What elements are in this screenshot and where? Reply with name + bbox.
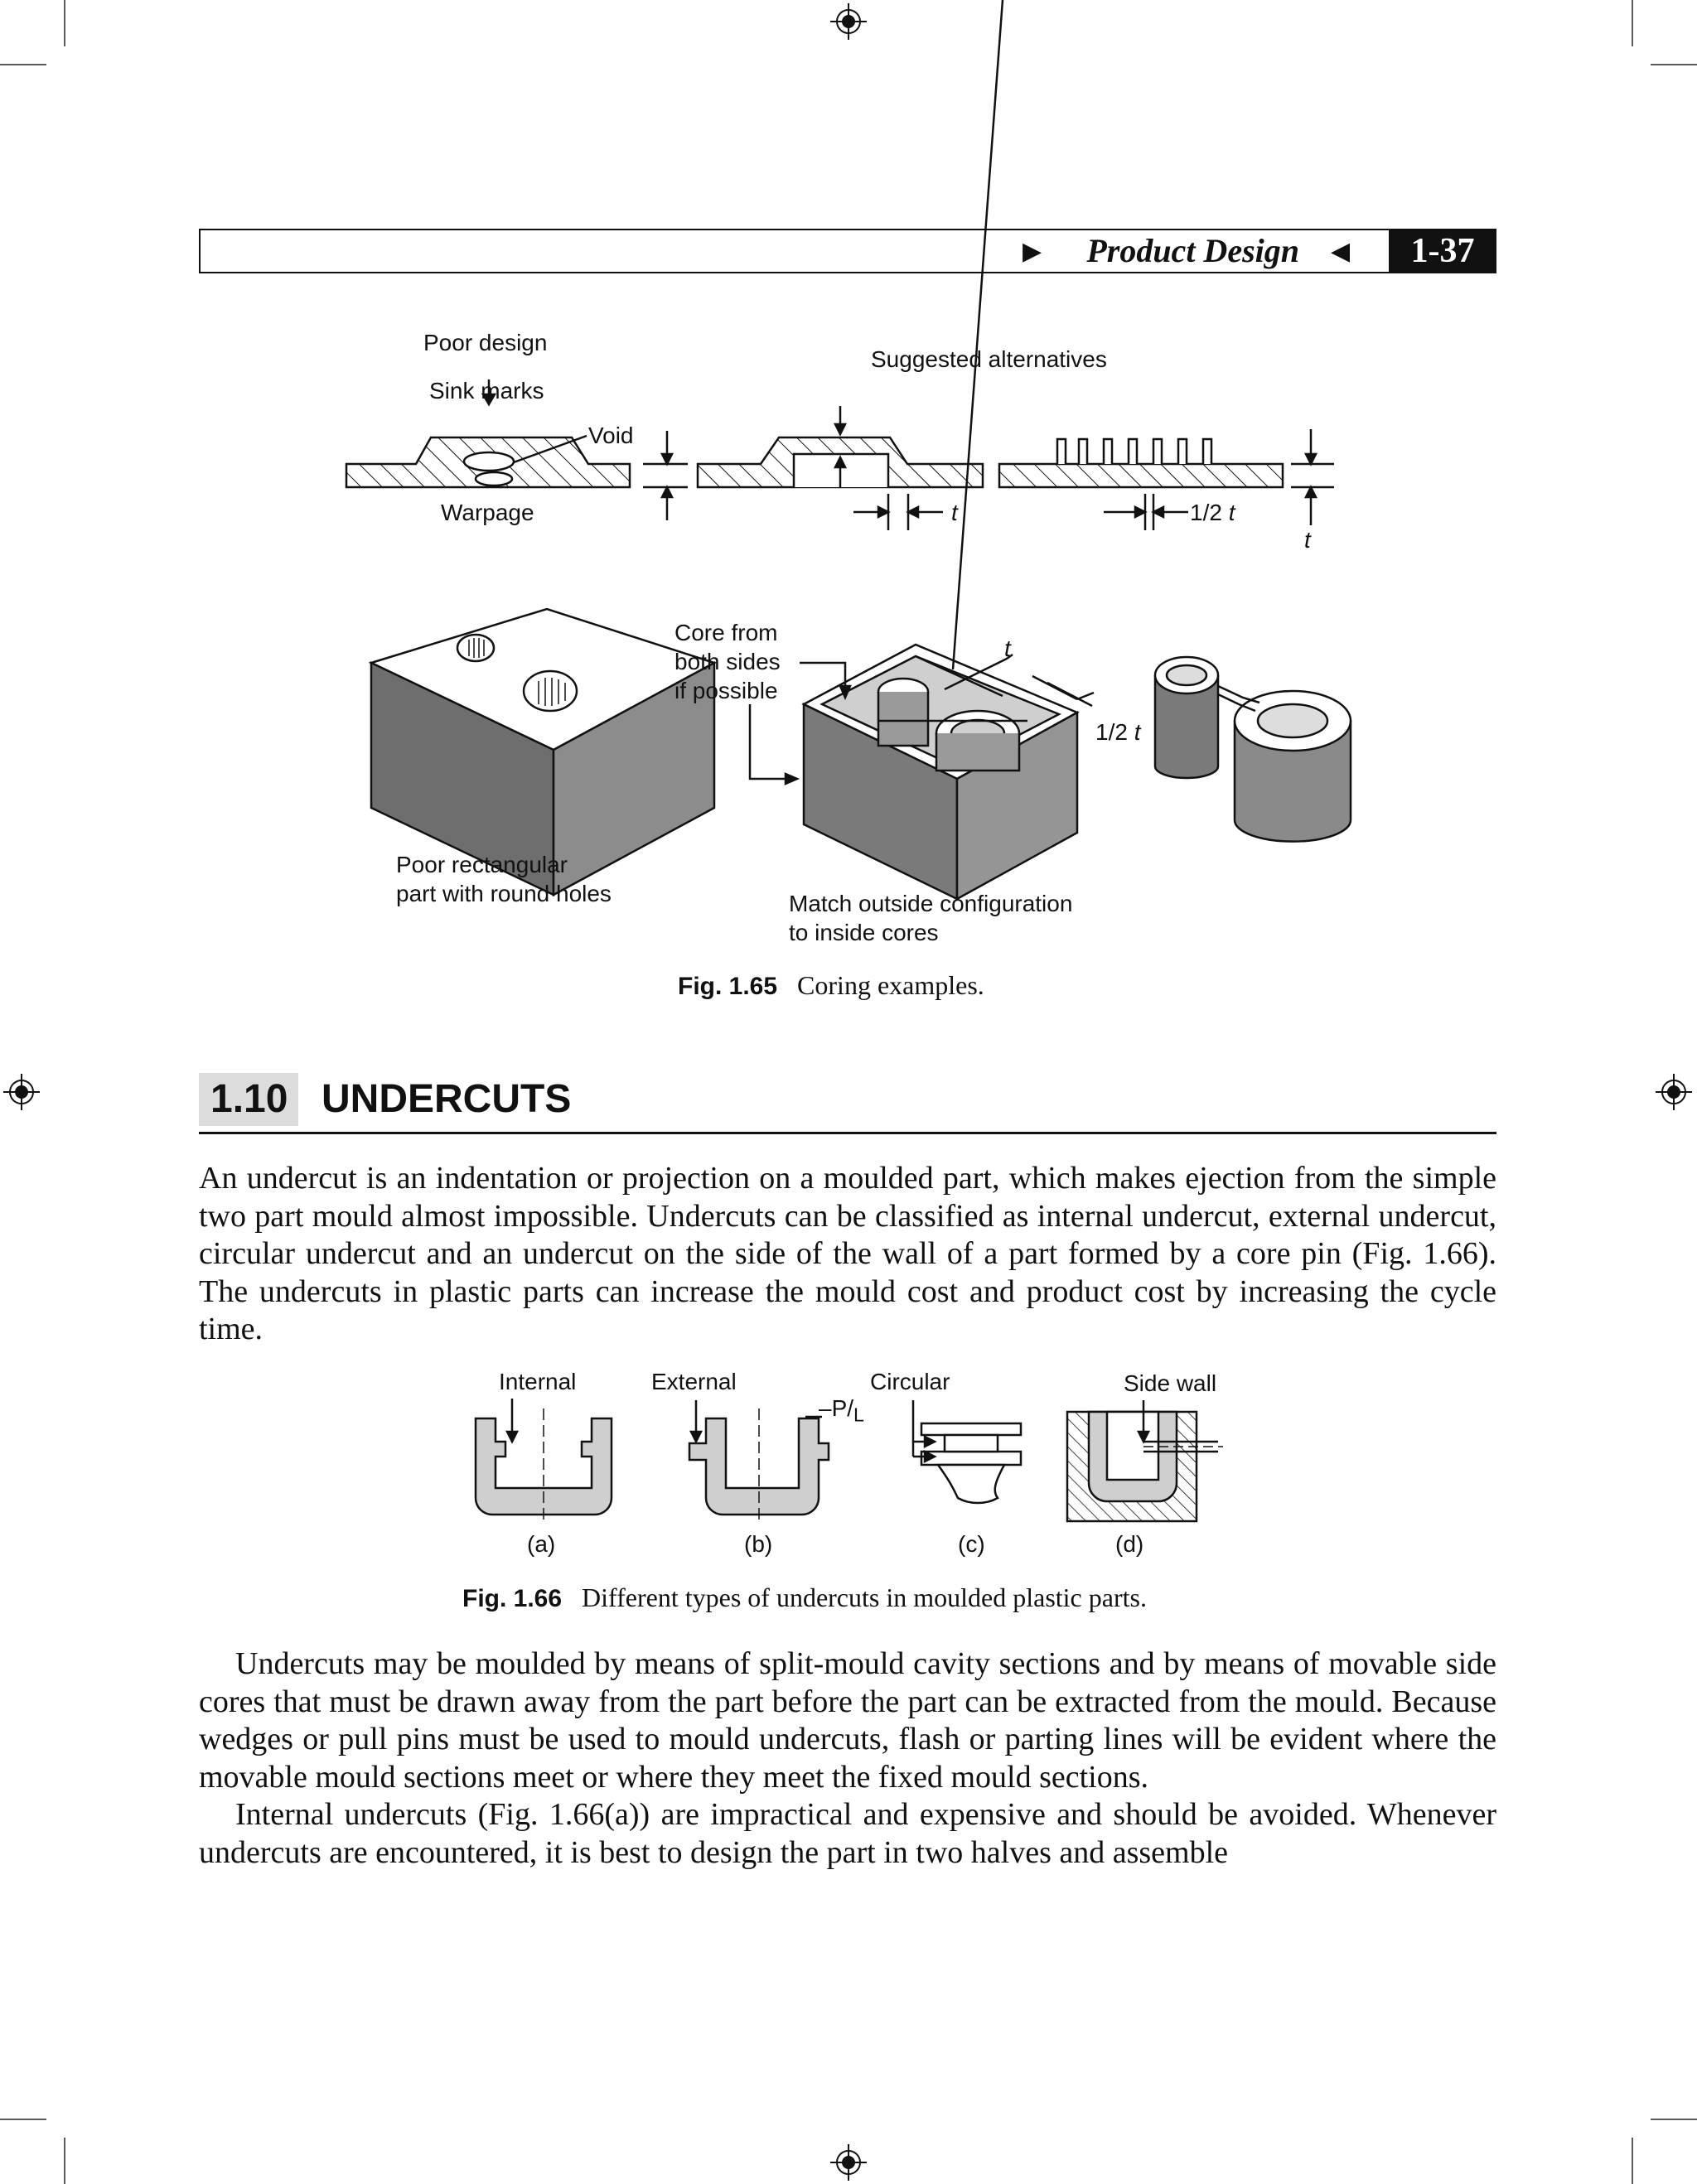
page-number: 1-37 (1389, 229, 1496, 273)
label-void: Void (588, 423, 634, 448)
figure-number: Fig. 1.66 (462, 1585, 563, 1612)
label-match-1: Match outside configuration (789, 891, 1073, 916)
label-d: (d) (1115, 1531, 1144, 1557)
figure-caption-text: Coring examples. (797, 970, 984, 1000)
label-poor-rect-2: part with round holes (396, 881, 612, 906)
label-poor-rect-1: Poor rectangular (396, 852, 568, 877)
label-external: External (651, 1369, 737, 1394)
label-if-possible: if possible (674, 678, 778, 703)
label-a: (a) (527, 1531, 556, 1557)
registration-mark-icon (830, 2144, 867, 2181)
figure-number: Fig. 1.65 (678, 973, 778, 1000)
label-parting-line: $-P/_L$ (819, 1395, 865, 1426)
label-side-wall: Side wall (1124, 1370, 1217, 1396)
figure-caption (678, 970, 984, 1001)
section-number: 1.10 (199, 1073, 298, 1126)
label-t-right: t (1304, 527, 1311, 553)
label-both-sides: both sides (674, 649, 781, 674)
figure-caption (462, 1582, 1147, 1613)
paragraph: Undercuts may be moulded by means of split-mould cavity sections and by means of movable side cores that must be drawn away from the part before the part can be extracted from the mould. Because wedges or pull pins must be used to mould undercuts, flash or parting lines will be evident where the movable mould sections meet or where they meet the fixed mould sections. Internal undercuts (Fig. 1.66(a)) are impractical and expensive and should be avoided. Whenever undercuts are encountered, it is best to design the part in two halves and assemble (199, 1646, 1496, 1870)
figure-caption-text: Different types of undercuts in moulded plastic parts. (582, 1582, 1147, 1612)
label-half-t-2: 1/2 t (1095, 719, 1141, 745)
label-internal: Internal (499, 1369, 577, 1394)
label-circular: Circular (870, 1369, 950, 1394)
section-title: UNDERCUTS (322, 1077, 572, 1121)
label-t: t (951, 500, 958, 525)
triangle-right-icon: ▶ (1023, 238, 1042, 265)
registration-mark-icon (3, 1074, 40, 1110)
running-title: Product Design (1086, 232, 1299, 269)
label-suggested-alternatives: Suggested alternatives (871, 346, 1107, 372)
label-core-from: Core from (674, 620, 778, 645)
label-match-2: to inside cores (789, 920, 939, 945)
registration-mark-icon (1656, 1074, 1692, 1110)
label-t-top: t (1004, 635, 1011, 661)
triangle-left-icon: ◀ (1331, 238, 1351, 265)
label-warpage: Warpage (441, 500, 534, 525)
label-b: (b) (744, 1531, 773, 1557)
figure-1-66 (0, 1359, 1697, 1558)
figure-1-65 (0, 0, 1697, 978)
label-half-t: 1/2 t (1190, 500, 1235, 525)
section-rule (199, 1132, 1496, 1134)
paragraph: An undercut is an indentation or projection on a moulded part, which makes ejection from the simple two part mould almost impossible. Undercuts can be classified as internal undercut, external undercut, circular undercut and an undercut on the side of the wall of a part formed by a core pin (Fig. 1.66). The undercuts in plastic parts can increase the mould cost and product cost by increasing the cycle time. (199, 1161, 1496, 1346)
label-sink-marks: Sink marks (429, 378, 544, 403)
label-c: (c) (958, 1531, 985, 1557)
label-poor-design: Poor design (423, 330, 548, 355)
